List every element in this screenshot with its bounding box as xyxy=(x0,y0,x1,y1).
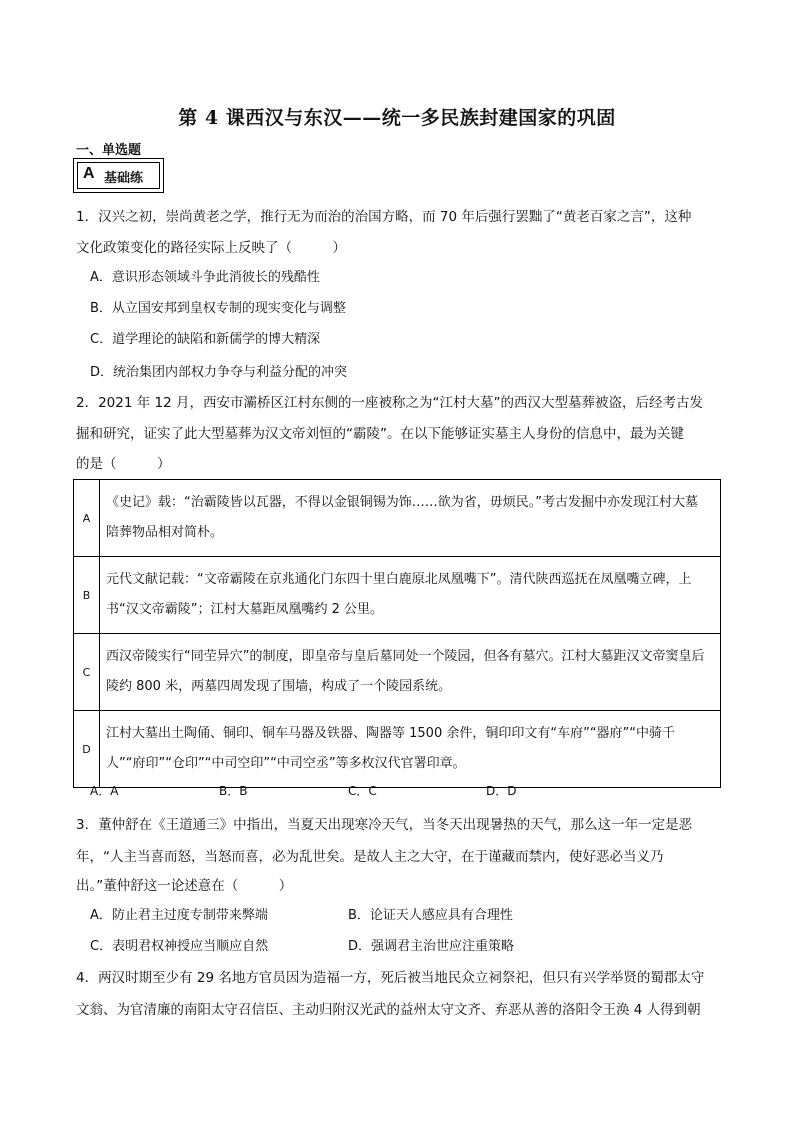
row-text: 元代文献记载：“文帝霸陵在京兆通化门东四十里白鹿原北凤凰嘴下”。清代陕西巡抚在凤凰嘴立碑，上书“汉文帝霸陵”；江村大墓距凤凰嘴约 2 公里。 xyxy=(100,557,721,634)
answer-option-a: A．A xyxy=(90,784,119,798)
row-letter: A xyxy=(74,480,100,557)
section-heading: 一、单选题 xyxy=(76,143,142,158)
question-1-option-d: D．统治集团内部权力争夺与利益分配的冲突 xyxy=(90,365,348,380)
level-badge xyxy=(73,158,164,193)
table-row xyxy=(74,711,721,788)
row-letter: D xyxy=(74,711,100,788)
table-row xyxy=(74,634,721,711)
answer-option-d: D．D xyxy=(486,784,517,798)
row-text: 西汉帝陵实行“同茔异穴”的制度，即皇帝与皇后墓同处一个陵园，但各有墓穴。江村大墓距汉文帝窦皇后陵约 800 米，两墓四周发现了围墙，构成了一个陵园系统。 xyxy=(100,634,721,711)
question-2-line-3: 的是（ ） xyxy=(76,456,171,472)
page-title: 第 4 课西汉与东汉——统一多民族封建国家的巩固 xyxy=(178,107,616,129)
question-1-option-a: A．意识形态领域斗争此消彼长的残酷性 xyxy=(90,270,320,285)
row-letter: C xyxy=(74,634,100,711)
row-letter: B xyxy=(74,557,100,634)
table-row xyxy=(74,557,721,634)
question-1-line-1: 1．汉兴之初，崇尚黄老之学，推行无为而治的治国方略，而 70 年后强行罢黜了“黄老百家之言”，这种 xyxy=(76,209,692,225)
level-label: 基础练 xyxy=(104,171,144,186)
answer-option-b: B．B xyxy=(219,784,248,798)
question-4-line-1: 4．两汉时期至少有 29 名地方官员因为造福一方，死后被当地民众立祠祭祀，但只有兴学举贤的蜀郡太守 xyxy=(76,970,705,986)
row-text: 江村大墓出土陶俑、铜印、铜车马器及铁器、陶器等 1500 余件，铜印印文有“车府”“器府”“中骑千人”“府印”“仓印”“中司空印”“中司空丞”等多枚汉代官署印章。 xyxy=(100,711,721,788)
answer-option-c: C．C xyxy=(348,784,377,798)
evidence-table xyxy=(73,479,721,788)
question-1-option-c: C．道学理论的缺陷和新儒学的博大精深 xyxy=(90,332,321,347)
question-3-option-d: D．强调君主治世应注重策略 xyxy=(348,939,515,954)
level-letter: A xyxy=(83,165,95,182)
question-2-line-1: 2．2021 年 12 月，西安市灞桥区江村东侧的一座被称之为“江村大墓”的西汉大型墓葬被盗，后经考古发 xyxy=(76,395,703,411)
question-3-option-b: B．论证天人感应具有合理性 xyxy=(348,908,513,923)
question-4-line-2: 文翁、为官清廉的南阳太守召信臣、主动归附汉光武的益州太守文齐、弃恶从善的洛阳令王涣 4 人得到朝 xyxy=(76,1002,701,1018)
question-2-line-2: 掘和研究，证实了此大型墓葬为汉文帝刘恒的“霸陵”。在以下能够证实墓主人身份的信息中，最为关键 xyxy=(76,426,684,442)
question-3-line-1: 3．董仲舒在《王道通三》中指出，当夏天出现寒冷天气，当冬天出现暑热的天气，那么这一年一定是恶 xyxy=(76,817,693,833)
question-3-option-a: A．防止君主过度专制带来弊端 xyxy=(90,908,268,923)
question-3-line-2: 年，“人主当喜而怒，当怒而喜，必为乱世矣。是故人主之大守，在于谨藏而禁内，使好恶必当义乃 xyxy=(76,849,664,865)
question-3-line-3: 出。”董仲舒这一论述意在（ ） xyxy=(76,878,293,894)
table-row xyxy=(74,480,721,557)
row-text: 《史记》载：“治霸陵皆以瓦器，不得以金银铜锡为饰……欲为省，毋烦民。”考古发掘中亦发现江村大墓陪葬物品相对简朴。 xyxy=(100,480,721,557)
question-3-option-c: C．表明君权神授应当顺应自然 xyxy=(90,939,269,954)
question-1-option-b: B．从立国安邦到皇权专制的现实变化与调整 xyxy=(90,301,346,316)
question-1-line-2: 文化政策变化的路径实际上反映了（ ） xyxy=(76,240,346,256)
